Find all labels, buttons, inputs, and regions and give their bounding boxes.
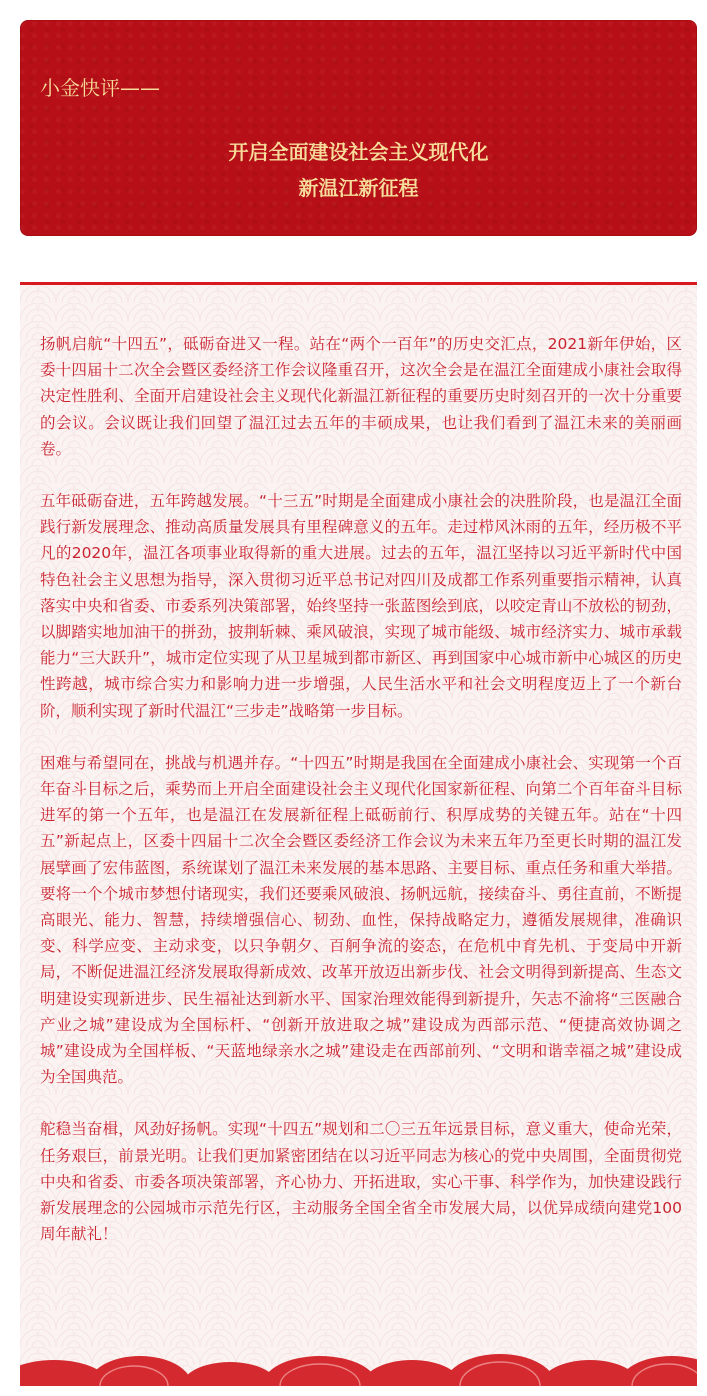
article-body [40, 331, 682, 1274]
article-title-line-2: 新温江新征程 [298, 176, 419, 200]
paragraph: 扬帆启航“十四五”，砥砺奋进又一程。站在“两个一百年”的历史交汇点，2021新年伊始，区委十四届十二次全会暨区委经济工作会议隆重召开，这次全会是在温江全面建成小康社会取得决定性胜利、全面开启建设社会主义现代化新温江新征程的重要历史时刻召开的一次十分重要的会议。会议既让我们回望了温江过去五年的丰硕成果，也让我们看到了温江未来的美丽画卷。 [40, 335, 682, 458]
paragraph: 困难与希望同在，挑战与机遇并存。“十四五”时期是我国在全面建成小康社会、实现第一个百年奋斗目标之后，乘势而上开启全面建设社会主义现代化国家新征程、向第二个百年奋斗目标进军的第一个五年，也是温江在发展新征程上砥砺前行、积厚成势的关键五年。站在“十四五”新起点上，区委十四届十二次全会暨区委经济工作会议为未来五年乃至更长时期的温江发展擘画了宏伟蓝图，系统谋划了温江未来发展的基本思路、主要目标、重点任务和重大举措。要将一个个城市梦想付诸现实，我们还要乘风破浪、扬帆远航，接续奋斗、勇往直前，不断提高眼光、能力、智慧，持续增强信心、韧劲、血性，保持战略定力，遵循发展规律，准确识变、科学应变、主动求变，以只争朝夕、百舸争流的姿态，在危机中育先机、于变局中开新局，不断促进温江经济发展取得新成效、改革开放迈出新步伐、社会文明得到新提高、生态文明建设实现新进步、民生福祉达到新水平、国家治理效能得到新提升，矢志不渝将“三医融合产业之城”建设成为全国标杆、“创新开放进取之城”建设成为西部示范、“便捷高效协调之城”建设成为全国样板、“天蓝地绿亲水之城”建设走在西部前列、“文明和谐幸福之城”建设成为全国典范。 [40, 753, 682, 1087]
article-title-line-1: 开启全面建设社会主义现代化 [228, 140, 489, 164]
cloud-border-decoration [20, 1338, 697, 1386]
column-label: 小金快评—— [40, 76, 160, 100]
paragraph: 五年砥砺奋进，五年跨越发展。“十三五”时期是全面建成小康社会的决胜阶段，也是温江全面践行新发展理念、推动高质量发展具有里程碑意义的五年。走过栉风沐雨的五年，经历极不平凡的2020年，温江各项事业取得新的重大进展。过去的五年，温江坚持以习近平新时代中国特色社会主义思想为指导，深入贯彻习近平总书记对四川及成都工作系列重要指示精神，认真落实中央和省委、市委系列决策部署，始终坚持一张蓝图绘到底，以咬定青山不放松的韧劲，以脚踏实地加油干的拼劲，披荆斩棘、乘风破浪，实现了城市能级、城市经济实力、城市承载能力“三大跃升”，城市定位实现了从卫星城到都市新区、再到国家中心城市新中心城区的历史性跨越，城市综合实力和影响力进一步增强，人民生活水平和社会文明程度迈上了一个新台阶，顺利实现了新时代温江“三步走”战略第一步目标。 [40, 492, 682, 720]
header-banner [20, 20, 697, 236]
paragraph: 舵稳当奋楫，风劲好扬帆。实现“十四五”规划和二〇三五年远景目标，意义重大，使命光荣，任务艰巨，前景光明。让我们更加紧密团结在以习近平同志为核心的党中央周围，全面贯彻党中央和省委、市委各项决策部署，齐心协力、开拓进取，实心干事、科学作为，加快建设践行新发展理念的公园城市示范先行区，主动服务全国全省全市发展大局，以优异成绩向建党100周年献礼！ [40, 1120, 682, 1244]
article-panel [20, 282, 697, 1386]
